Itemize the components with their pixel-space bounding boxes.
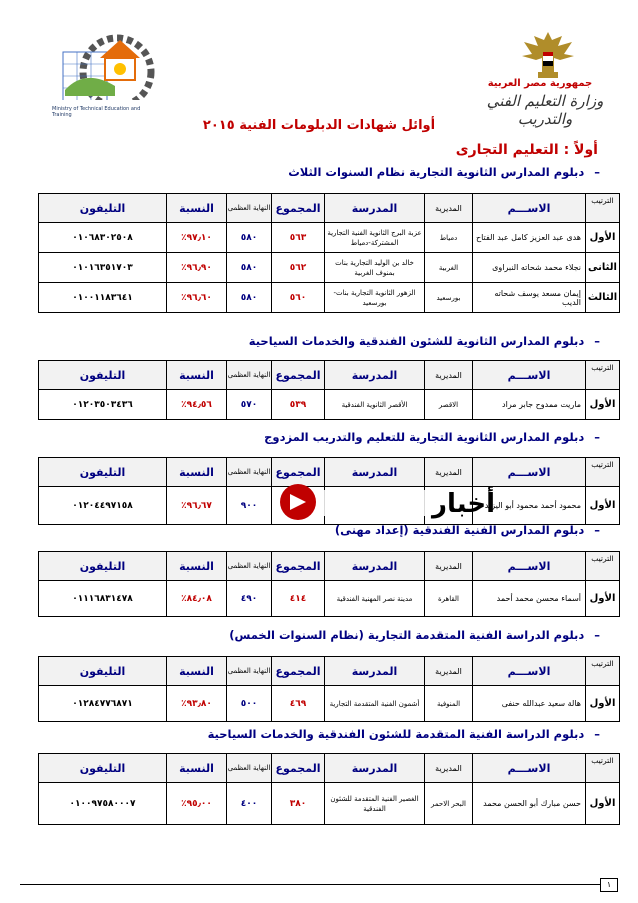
name-cell: ماريت ممدوح جابر مراد bbox=[473, 390, 586, 420]
rank-cell: الأول bbox=[586, 487, 620, 525]
col-phone: التليفون bbox=[39, 552, 167, 581]
col-school: المدرسة bbox=[325, 361, 425, 390]
max-cell: ٤٩٠ bbox=[227, 581, 272, 617]
section-title: أولاً : التعليم التجارى bbox=[455, 142, 598, 158]
max-cell: ٤٠٠ bbox=[227, 783, 272, 825]
col-name: الاســـم bbox=[473, 754, 586, 783]
total-cell: ٥٣٩ bbox=[272, 390, 325, 420]
col-gov: المديرية bbox=[425, 458, 473, 487]
eagle-emblem-icon bbox=[518, 28, 578, 83]
col-school: المدرسة bbox=[325, 458, 425, 487]
phone-cell: ٠١٢٠٤٤٩٧١٥٨ bbox=[39, 487, 167, 525]
ministry-header bbox=[470, 28, 620, 128]
col-total: المجموع bbox=[272, 552, 325, 581]
gov-cell: الاقصر bbox=[425, 390, 473, 420]
col-rank: الترتيب bbox=[586, 754, 620, 783]
col-max: النهاية العظمى bbox=[227, 657, 272, 686]
col-name: الاســـم bbox=[473, 657, 586, 686]
col-school: المدرسة bbox=[325, 194, 425, 223]
col-gov: المديرية bbox=[425, 194, 473, 223]
phone-cell: ٠١٠١٦٣٥١٧٠٣ bbox=[39, 253, 167, 283]
table-heading-1: –دبلوم المدارس الثانوية التجارية نظام السنوات الثلاث bbox=[288, 165, 600, 179]
col-max: النهاية العظمى bbox=[227, 194, 272, 223]
total-cell: ٥٦٠ bbox=[272, 283, 325, 313]
name-cell: هدى عبد العزيز كامل عبد الفتاح bbox=[473, 223, 586, 253]
col-phone: التليفون bbox=[39, 754, 167, 783]
phone-cell: ٠١٠٦٨٣٠٢٥٠٨ bbox=[39, 223, 167, 253]
name-cell: محمود أحمد محمود أبو اليزيد bbox=[473, 487, 586, 525]
ministry-label: وزارة التعليم الفني والتدريب bbox=[486, 92, 604, 128]
name-cell: أسماء محسن محمد أحمد bbox=[473, 581, 586, 617]
max-cell: ٥٧٠ bbox=[227, 390, 272, 420]
col-phone: التليفون bbox=[39, 361, 167, 390]
table-row bbox=[39, 581, 620, 617]
col-total: المجموع bbox=[272, 194, 325, 223]
school-cell: الأقصر الثانوية الفندقية bbox=[325, 390, 425, 420]
col-rank: الترتيب bbox=[586, 657, 620, 686]
gov-cell: البحر الاحمر bbox=[425, 783, 473, 825]
name-cell: هالة سعيد عبدالله حنفى bbox=[473, 686, 586, 722]
pct-cell: ٩٦٫٦٠٪ bbox=[167, 283, 227, 313]
col-name: الاســـم bbox=[473, 458, 586, 487]
total-cell: ٥٦٣ bbox=[272, 223, 325, 253]
col-total: المجموع bbox=[272, 361, 325, 390]
table-row bbox=[39, 686, 620, 722]
col-rank: الترتيب bbox=[586, 458, 620, 487]
col-total: المجموع bbox=[272, 754, 325, 783]
table-heading-5: –دبلوم الدراسة الفنية المتقدمة التجارية (نظام السنوات الخمس) bbox=[229, 628, 600, 642]
results-table-2 bbox=[38, 360, 620, 420]
phone-cell: ٠١٠٠٩٧٥٨٠٠٠٧ bbox=[39, 783, 167, 825]
col-name: الاســـم bbox=[473, 194, 586, 223]
col-total: المجموع bbox=[272, 657, 325, 686]
col-pct: النسبة bbox=[167, 458, 227, 487]
school-cell: أشمون الفنية المتقدمة التجارية bbox=[325, 686, 425, 722]
col-pct: النسبة bbox=[167, 657, 227, 686]
phone-cell: ٠١٢٨٤٧٧٦٨٧١ bbox=[39, 686, 167, 722]
gov-cell: المنوفية bbox=[425, 686, 473, 722]
rank-cell: الثانى bbox=[586, 253, 620, 283]
name-cell: إيمان مسعد يوسف شحاته الديب bbox=[473, 283, 586, 313]
total-cell: ٤٦٩ bbox=[272, 686, 325, 722]
max-cell: ٥٨٠ bbox=[227, 283, 272, 313]
total-cell: ٤١٤ bbox=[272, 581, 325, 617]
col-total: المجموع bbox=[272, 458, 325, 487]
table-heading-6: –دبلوم الدراسة الفنية المتقدمة للشئون الفندقية والخدمات السياحية bbox=[207, 727, 600, 741]
rank-cell: الأول bbox=[586, 223, 620, 253]
col-max: النهاية العظمى bbox=[227, 552, 272, 581]
school-cell: مدينة نصر المهنية الفندقية bbox=[325, 581, 425, 617]
col-name: الاســـم bbox=[473, 552, 586, 581]
pct-cell: ٩٥٫٠٠٪ bbox=[167, 783, 227, 825]
col-pct: النسبة bbox=[167, 552, 227, 581]
rank-cell: الأول bbox=[586, 390, 620, 420]
pct-cell: ٩٦٫٦٧٪ bbox=[167, 487, 227, 525]
col-school: المدرسة bbox=[325, 657, 425, 686]
table-row bbox=[39, 283, 620, 313]
col-max: النهاية العظمى bbox=[227, 754, 272, 783]
col-gov: المديرية bbox=[425, 657, 473, 686]
watermark-text: أخبار bbox=[432, 489, 495, 519]
rank-cell: الأول bbox=[586, 581, 620, 617]
pct-cell: ٩٧٫١٠٪ bbox=[167, 223, 227, 253]
table-row bbox=[39, 783, 620, 825]
rank-cell: الثالث bbox=[586, 283, 620, 313]
max-cell: ٥٨٠ bbox=[227, 223, 272, 253]
table-heading-4: –دبلوم المدارس الفنية الفندقية (إعداد مهنى) bbox=[334, 523, 600, 537]
gov-cell: بورسعيد bbox=[425, 283, 473, 313]
table-heading-3: –دبلوم المدارس الثانوية التجارية للتعليم والتدريب المزدوج bbox=[264, 430, 600, 444]
col-pct: النسبة bbox=[167, 754, 227, 783]
col-rank: الترتيب bbox=[586, 361, 620, 390]
max-cell: ٩٠٠ bbox=[227, 487, 272, 525]
pct-cell: ٩٤٫٥٦٪ bbox=[167, 390, 227, 420]
table-row bbox=[39, 223, 620, 253]
results-table-5 bbox=[38, 656, 620, 722]
pct-cell: ٨٤٫٠٨٪ bbox=[167, 581, 227, 617]
col-school: المدرسة bbox=[325, 552, 425, 581]
col-pct: النسبة bbox=[167, 361, 227, 390]
school-cell: عزبة البرج الثانوية الفنية التجارية المشتركة-دمياط bbox=[325, 223, 425, 253]
total-cell: ٣٨٠ bbox=[272, 783, 325, 825]
col-phone: التليفون bbox=[39, 657, 167, 686]
technical-education-logo bbox=[45, 30, 155, 115]
col-school: المدرسة bbox=[325, 754, 425, 783]
gov-cell: الغربية bbox=[425, 253, 473, 283]
col-max: النهاية العظمى bbox=[227, 458, 272, 487]
col-rank: الترتيب bbox=[586, 552, 620, 581]
republic-label: جمهورية مصر العربية bbox=[487, 78, 593, 89]
table-row bbox=[39, 390, 620, 420]
max-cell: ٥٨٠ bbox=[227, 253, 272, 283]
phone-cell: ٠١١١٦٨٣١٤٧٨ bbox=[39, 581, 167, 617]
max-cell: ٥٠٠ bbox=[227, 686, 272, 722]
total-cell: ٥٦٢ bbox=[272, 253, 325, 283]
news-watermark-logo bbox=[272, 480, 495, 526]
left-logo-caption: Ministry of Technical Education and Training bbox=[52, 106, 141, 118]
name-cell: نجلاء محمد شحاته النبراوى bbox=[473, 253, 586, 283]
table-row bbox=[39, 253, 620, 283]
col-pct: النسبة bbox=[167, 194, 227, 223]
school-cell: الزهور الثانوية التجارية بنات- بورسعيد bbox=[325, 283, 425, 313]
phone-cell: ٠١٠٠١١٨٣٦٤١ bbox=[39, 283, 167, 313]
page-number: ١ bbox=[600, 878, 618, 892]
table-heading-2: –دبلوم المدارس الثانوية للشئون الفندقية والخدمات السياحية bbox=[248, 334, 600, 348]
col-gov: المديرية bbox=[425, 552, 473, 581]
col-phone: التليفون bbox=[39, 194, 167, 223]
rank-cell: الأول bbox=[586, 686, 620, 722]
gov-cell: القاهرة bbox=[425, 581, 473, 617]
results-table-1 bbox=[38, 193, 620, 313]
school-cell: خالد بن الوليد التجارية بنات بمنوف الغربية bbox=[325, 253, 425, 283]
gov-cell: دمياط bbox=[425, 223, 473, 253]
footer-divider bbox=[20, 884, 600, 885]
name-cell: حسن مبارك أبو الحسن محمد bbox=[473, 783, 586, 825]
school-cell: الغصير الفنية المتقدمة للشئون الفندقية bbox=[325, 783, 425, 825]
col-max: النهاية العظمى bbox=[227, 361, 272, 390]
page-title: أوائل شهادات الدبلومات الفنية ٢٠١٥ bbox=[202, 118, 436, 133]
col-name: الاســـم bbox=[473, 361, 586, 390]
col-gov: المديرية bbox=[425, 754, 473, 783]
phone-cell: ٠١٢٠٣٥٠٣٤٣٦ bbox=[39, 390, 167, 420]
pct-cell: ٩٦٫٩٠٪ bbox=[167, 253, 227, 283]
results-table-6 bbox=[38, 753, 620, 825]
pct-cell: ٩٣٫٨٠٪ bbox=[167, 686, 227, 722]
rank-cell: الأول bbox=[586, 783, 620, 825]
col-phone: التليفون bbox=[39, 458, 167, 487]
col-rank: الترتيب bbox=[586, 194, 620, 223]
col-gov: المديرية bbox=[425, 361, 473, 390]
results-table-4 bbox=[38, 551, 620, 617]
